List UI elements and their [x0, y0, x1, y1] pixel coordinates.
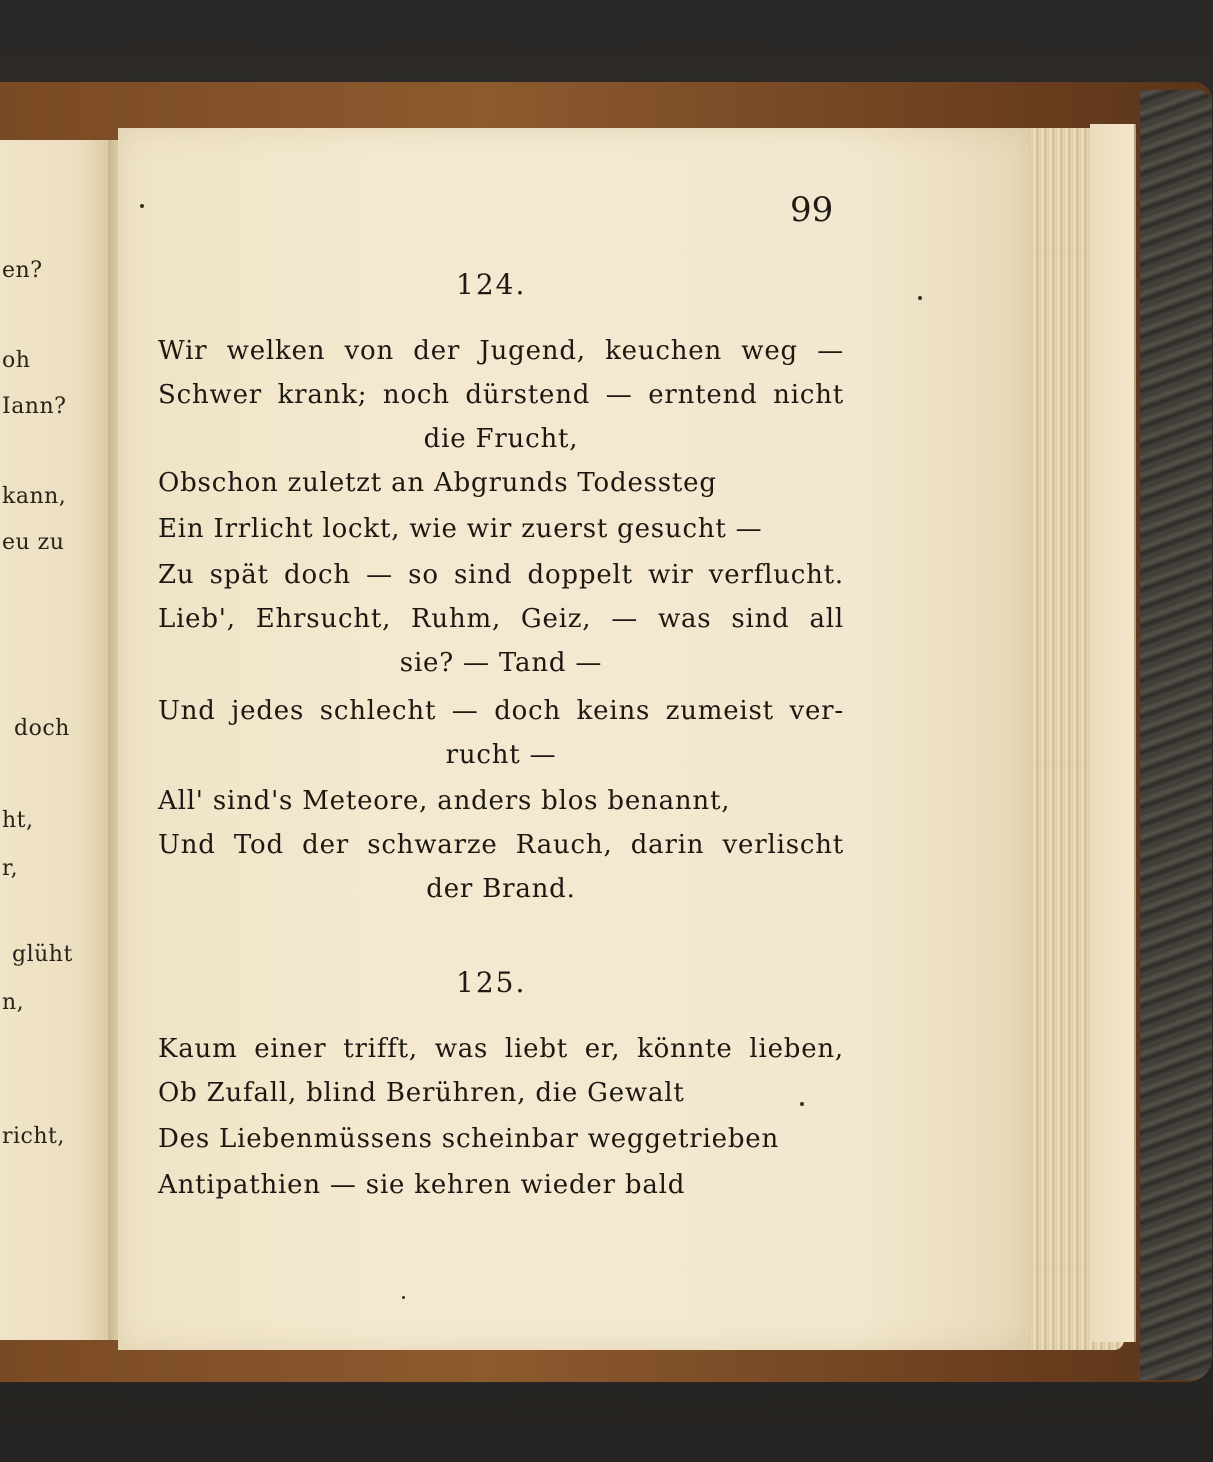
poem-number: 124.	[456, 268, 527, 301]
poem-line: die Frucht,	[423, 424, 579, 454]
left-fragment: doch	[14, 716, 70, 741]
left-fragment: ht,	[2, 808, 34, 833]
poem-line: sie? — Tand —	[399, 648, 603, 678]
left-fragment: n,	[2, 990, 25, 1015]
left-fragment: en?	[2, 258, 43, 283]
poem-line: Und jedes schlecht — doch keins zumeist ver-	[158, 696, 844, 726]
poem-line: Zu spät doch — so sind doppelt wir verflucht.	[158, 560, 844, 590]
left-fragment: eu zu	[2, 530, 65, 555]
poem-line: Antipathien — sie kehren wieder bald	[158, 1170, 686, 1200]
poem-line: All' sind's Meteore, anders blos benannt,	[158, 786, 731, 816]
left-fragment: oh	[2, 348, 31, 373]
poem-line: der Brand.	[426, 874, 576, 904]
poem-line: Und Tod der schwarze Rauch, darin verlischt	[158, 830, 844, 860]
poem-line: Kaum einer trifft, was liebt er, könnte lieben,	[158, 1034, 844, 1064]
poem-line: Ob Zufall, blind Berühren, die Gewalt	[158, 1078, 685, 1108]
poem-line: Schwer krank; noch dürstend — erntend nicht	[158, 380, 844, 410]
poem-line: Ein Irrlicht lockt, wie wir zuerst gesucht —	[158, 514, 763, 544]
poem-line: rucht —	[445, 740, 557, 770]
paper-speck	[402, 1296, 405, 1299]
left-fragment: Iann?	[2, 394, 67, 419]
poem-line: Wir welken von der Jugend, keuchen weg —	[158, 336, 844, 366]
left-fragment: richt,	[2, 1124, 65, 1149]
left-fragment: r,	[2, 856, 19, 881]
poem-line: Lieb', Ehrsucht, Ruhm, Geiz, — was sind all	[158, 604, 844, 634]
left-fragment: kann,	[2, 484, 67, 509]
paper-speck	[800, 1102, 804, 1106]
poem-line: Obschon zuletzt an Abgrunds Todessteg	[158, 468, 717, 498]
left-fragment: glüht	[12, 942, 73, 967]
poem-number: 125.	[456, 966, 527, 999]
poem-line: Des Liebenmüssens scheinbar weggetrieben	[158, 1124, 780, 1154]
paper-speck	[918, 296, 922, 300]
paper-speck	[140, 204, 144, 208]
page-number: 99	[790, 190, 834, 230]
